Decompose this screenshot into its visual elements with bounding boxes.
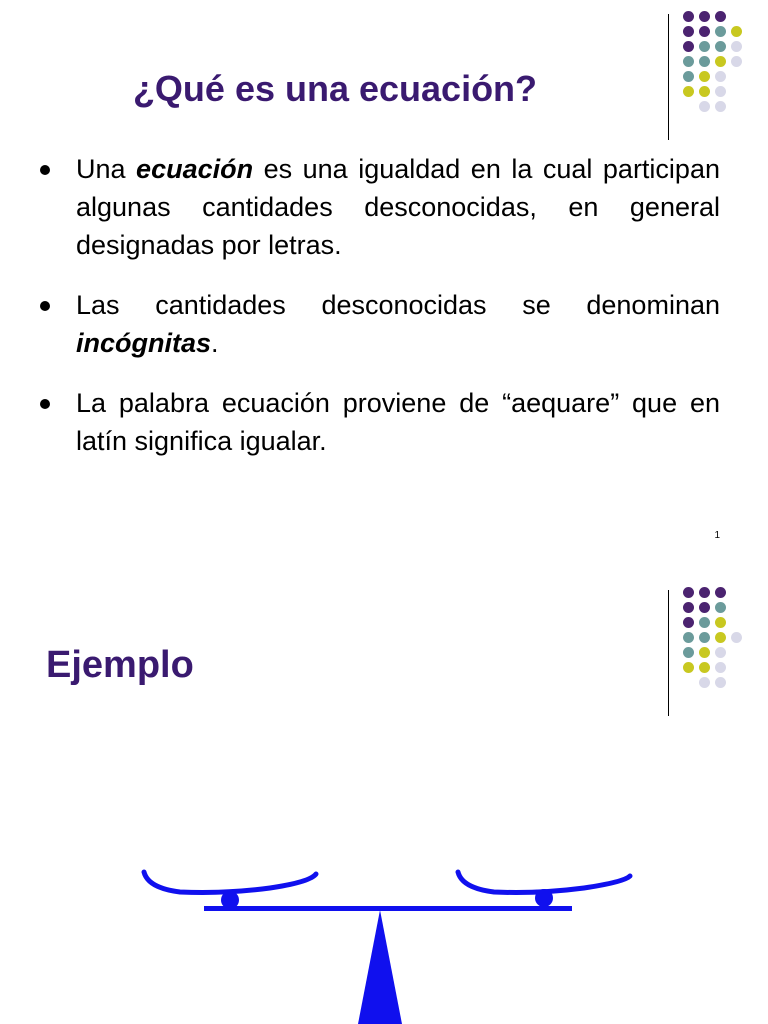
right-pan-support: [535, 889, 553, 907]
bullet-text: Las cantidades desconocidas se denominan: [76, 290, 720, 320]
bullet-text: .: [211, 328, 219, 358]
divider-line: [668, 590, 669, 716]
bullet-text: es una igualdad en la cual participan algunas cantidades desconocidas, en general designadas por letras.: [76, 154, 720, 260]
bullet-item-etymology: [40, 384, 720, 460]
bullet-item-definition: [40, 150, 720, 264]
slide-title: ¿Qué es una ecuación?: [132, 68, 538, 109]
emphasis-term: incógnitas: [76, 328, 212, 358]
slide-title: Ejemplo: [46, 644, 194, 686]
page-number: 1: [714, 530, 720, 541]
bullet-item-unknowns: [40, 286, 720, 362]
latin-term: aequare: [511, 388, 611, 418]
scale-fulcrum: [358, 910, 402, 1024]
bullet-list: [40, 150, 720, 482]
slide-2: [0, 576, 768, 1024]
scale-beam: [204, 906, 572, 911]
bullet-text: Una: [76, 154, 137, 184]
balance-scale-illustration-icon: [140, 868, 640, 1024]
bullet-text: La palabra ecuación proviene de “: [76, 388, 512, 418]
bullet-text: ” que en latín significa igualar.: [76, 388, 720, 456]
emphasis-term: ecuación: [136, 154, 254, 184]
left-pan: [144, 872, 316, 893]
